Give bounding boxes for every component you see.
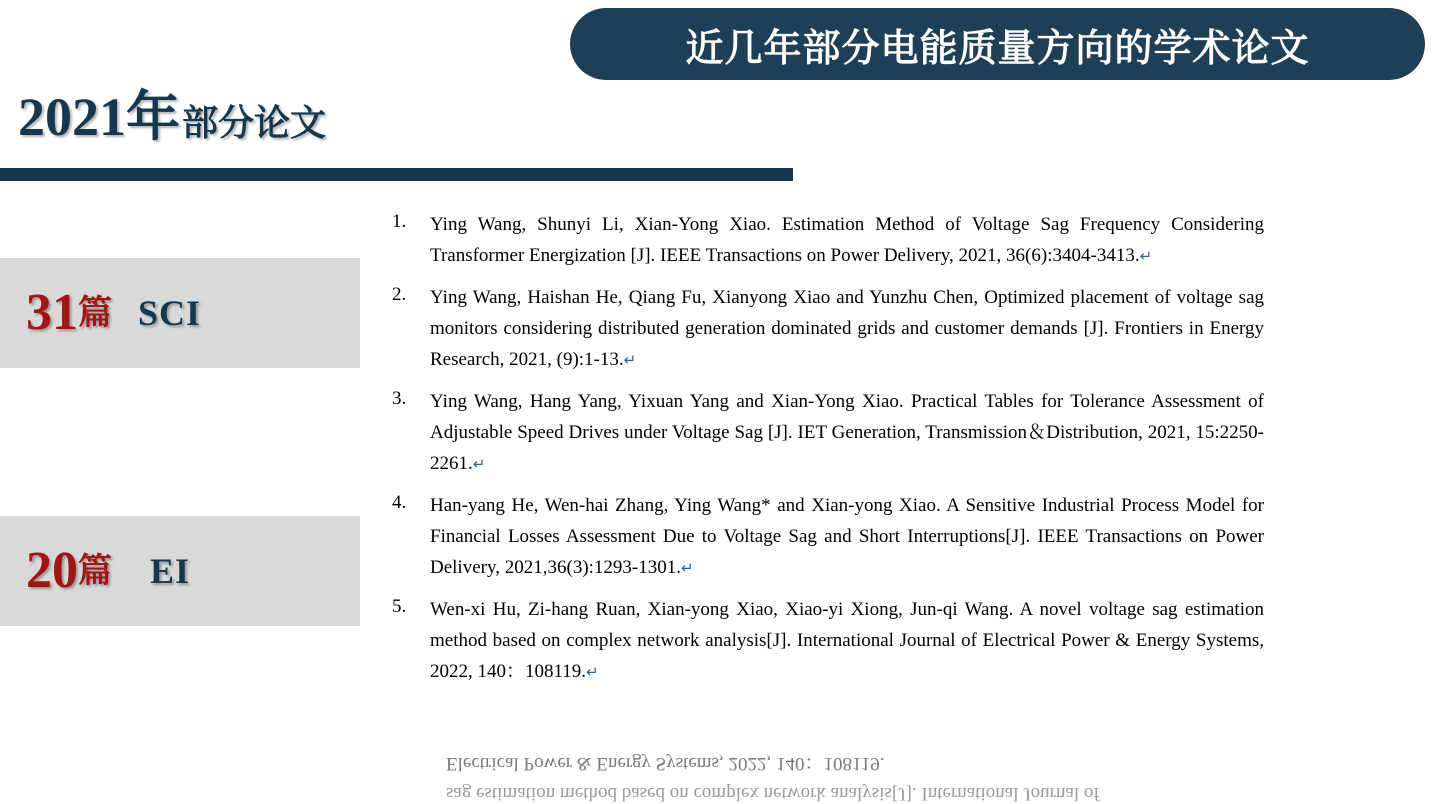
reference-body: Ying Wang, Haishan He, Qiang Fu, Xianyong Xiao and Yunzhu Chen, Optimized placement of voltage sag monitors considering distributed generation dominated grids and customer demands [J]. Frontiers in Energy Research, 2021, (9):1-13. (430, 286, 1264, 370)
reference-number: 4. (392, 491, 407, 513)
reference-body: Han-yang He, Wen-hai Zhang, Ying Wang* and Xian-yong Xiao. A Sensitive Industrial Process Model for Financial Losses Assessment Due to Voltage Sag and Short Interruptions[J]. IEEE Transactions on Power Delivery, 2021,36(3):1293-1301. (430, 494, 1264, 578)
paragraph-mark-icon: ↵ (1139, 246, 1153, 265)
reference-text (430, 595, 1264, 688)
reference-text (430, 387, 1264, 480)
stat-box-ei (0, 516, 360, 626)
list-item (392, 210, 1264, 272)
header-banner-title: 近几年部分电能质量方向的学术论文 (685, 25, 1310, 70)
reference-number: 5. (392, 595, 407, 617)
paragraph-mark-icon: ↵ (623, 350, 637, 369)
reference-body: Wen-xi Hu, Zi-hang Ruan, Xian-yong Xiao, Xiao-yi Xiong, Jun-qi Wang. A novel voltage sag estimation method based on complex network analysis[J]. International Journal of Electrical Power & Energy Systems, 2022, 140：108119. (430, 598, 1264, 682)
header-banner (570, 8, 1425, 80)
reflection-line-1: Electrical Power & Energy Systems, 2022, 140：108119. (446, 753, 885, 774)
reference-text (430, 491, 1264, 584)
reference-list (392, 210, 1264, 699)
list-item (392, 283, 1264, 376)
page-title-year: 2021年 (18, 87, 180, 147)
paragraph-mark-icon: ↵ (472, 454, 486, 473)
reference-number: 3. (392, 387, 407, 409)
reference-number: 1. (392, 211, 407, 232)
stat-ei-label: EI (150, 551, 191, 591)
reference-body: Ying Wang, Hang Yang, Yixuan Yang and Xian-Yong Xiao. Practical Tables for Tolerance Assessment of Adjustable Speed Drives under Voltage Sag [J]. IET Generation, Transmission＆Distribution, 2021, 15:2250-2261. (430, 390, 1264, 474)
stat-sci-label: SCI (138, 293, 202, 333)
list-item (392, 595, 1264, 688)
page-title (18, 87, 327, 147)
paragraph-mark-icon: ↵ (681, 558, 694, 577)
title-underline-bar (0, 168, 793, 181)
stat-box-sci (0, 258, 360, 368)
stat-sci-unit: 篇 (78, 293, 112, 333)
reference-text (430, 210, 1264, 272)
reference-text (430, 283, 1264, 376)
stat-ei-number: 20 (26, 542, 78, 599)
stat-ei-unit: 篇 (78, 551, 112, 591)
paragraph-mark-icon: ↵ (586, 662, 599, 681)
list-item (392, 491, 1264, 584)
reflection-line-2: sag estimation method based on complex network analysis[J]. International Journal of (446, 783, 1100, 804)
stat-sci-number: 31 (26, 284, 78, 341)
list-item (392, 387, 1264, 480)
page-title-suffix: 部分论文 (182, 103, 327, 144)
reference-body: Ying Wang, Shunyi Li, Xian-Yong Xiao. Estimation Method of Voltage Sag Frequency Considering Transformer Energization [J]. IEEE Transactions on Power Delivery, 2021, 36(6):3404-3413. (430, 214, 1264, 266)
reference-number: 2. (392, 283, 407, 305)
